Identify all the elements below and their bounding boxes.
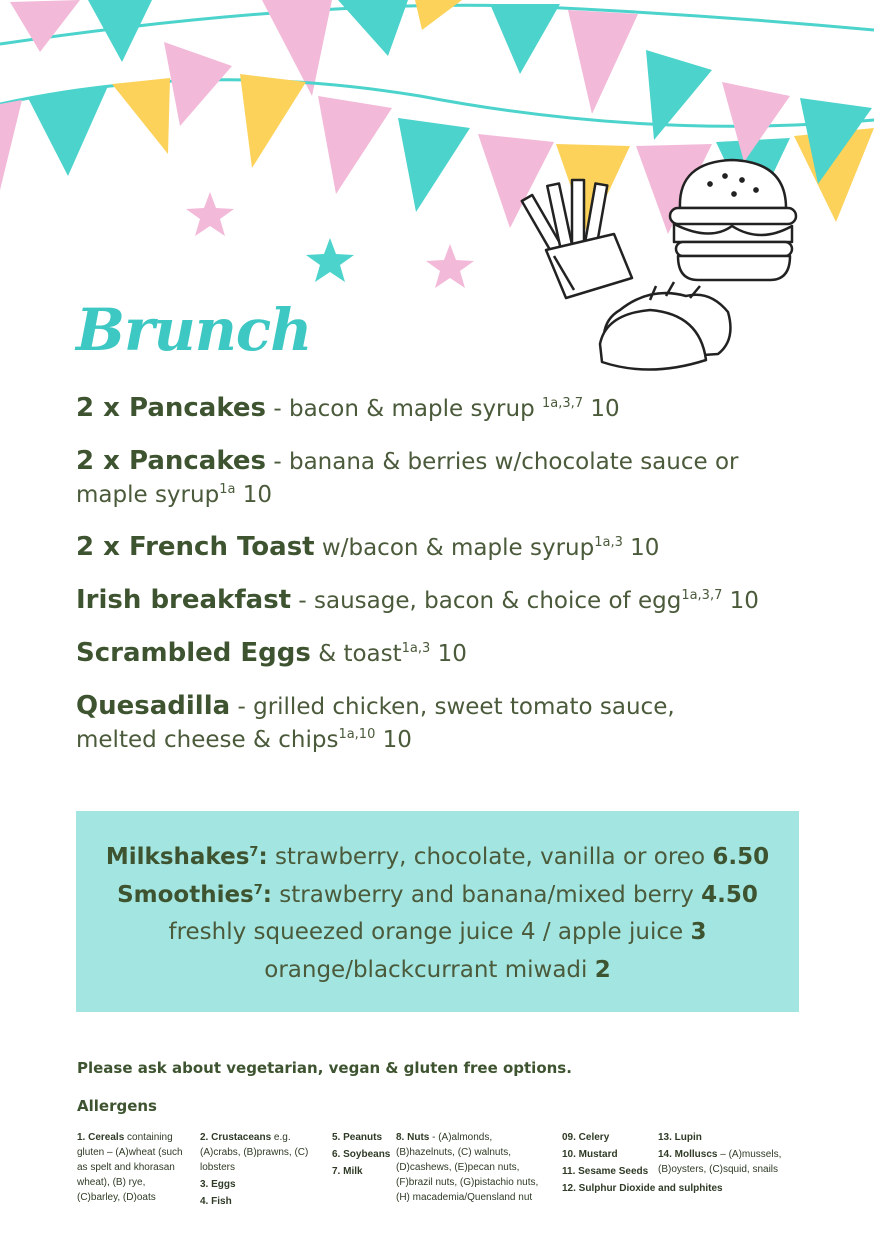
milkshakes-line	[76, 839, 799, 877]
allergen-entry	[562, 1164, 656, 1179]
juice-line	[76, 914, 799, 952]
allergen-entry	[396, 1130, 552, 1205]
smoothies-colon: :	[262, 881, 272, 908]
allergen-key: 1. Cereals	[77, 1132, 125, 1143]
allergen-column	[658, 1130, 784, 1179]
menu-item-name: 2 x Pancakes	[76, 393, 267, 423]
menu-item-name: 2 x Pancakes	[76, 446, 267, 476]
page-title: Brunch	[76, 296, 312, 364]
menu-item-desc: - grilled chicken, sweet tomato sauce, melted cheese & chips	[76, 694, 675, 753]
menu-item-price: 10	[430, 641, 467, 667]
allergen-column	[396, 1130, 552, 1207]
menu-item-desc: - sausage, bacon & choice of egg	[291, 588, 682, 614]
menu-item-desc: & toast	[310, 641, 402, 667]
food-doodles	[510, 150, 810, 390]
menu-item-allergens: 1a,3	[401, 641, 431, 656]
allergen-key: 5. Peanuts	[332, 1132, 383, 1143]
allergen-key: 2. Crustaceans	[200, 1132, 272, 1143]
menu-item-name: Irish breakfast	[76, 585, 292, 615]
menu-item	[76, 637, 796, 671]
allergen-text: e.g. (A)crabs, (B)prawns, (C) lobsters	[200, 1132, 309, 1173]
brunch-menu	[76, 392, 796, 776]
miwadi-text: orange/blackcurrant miwadi	[264, 956, 595, 983]
fries-icon	[522, 180, 632, 298]
menu-item-allergens: 1a,3	[594, 535, 623, 550]
allergen-key: 11. Sesame Seeds	[562, 1166, 649, 1177]
menu-item	[76, 690, 716, 757]
menu-item	[76, 445, 796, 512]
allergens-heading: Allergens	[77, 1097, 157, 1115]
smoothies-price: 4.50	[701, 881, 758, 908]
milkshakes-text: strawberry, chocolate, vanilla or oreo	[267, 844, 713, 870]
allergen-key: 12. Sulphur Dioxide and sulphites	[562, 1183, 723, 1194]
menu-item-price: 10	[622, 535, 660, 561]
allergen-text: containing gluten – (A)wheat (such as spelt and khorasan wheat), (B) rye, (C)barley, (D)oats	[77, 1132, 183, 1203]
allergen-entry	[332, 1130, 392, 1145]
menu-item-allergens: 1a,3,7	[542, 396, 584, 411]
dietary-note: Please ask about vegetarian, vegan & gluten free options.	[77, 1059, 572, 1077]
milkshakes-label: Milkshakes	[105, 844, 250, 870]
menu-item-name: 2 x French Toast	[76, 532, 315, 562]
star-icon	[426, 244, 474, 288]
allergen-entry	[658, 1130, 784, 1145]
allergen-key: 13. Lupin	[658, 1132, 702, 1143]
juice-price: 3	[690, 919, 707, 945]
allergen-key: 09. Celery	[562, 1132, 610, 1143]
menu-item-desc: - bacon & maple syrup	[266, 396, 543, 422]
allergen-text: – (A)mussels, (B)oysters, (C)squid, snails	[658, 1149, 782, 1175]
allergen-key: 3. Eggs	[200, 1179, 236, 1190]
allergen-key: 4. Fish	[200, 1196, 232, 1207]
smoothies-label: Smoothies	[117, 881, 254, 908]
allergen-key: 8. Nuts	[396, 1132, 430, 1143]
allergen-entry	[77, 1130, 191, 1205]
allergen-entry	[562, 1130, 656, 1145]
menu-item-price: 10	[583, 396, 620, 422]
allergen-column	[77, 1130, 191, 1207]
menu-item-allergens: 1a,10	[338, 727, 376, 742]
menu-item	[76, 531, 796, 565]
milkshakes-colon: :	[258, 844, 268, 870]
menu-item	[76, 392, 796, 426]
allergen-text: - (A)almonds, (B)hazelnuts, (C) walnuts, (D)cashews, (E)pecan nuts, (F)brazil nuts, (G)pistachio nuts, (H) macademia/Quensland nut	[396, 1132, 539, 1203]
allergen-column	[200, 1130, 322, 1211]
allergen-entry	[562, 1147, 656, 1162]
menu-item-allergens: 1a	[219, 482, 236, 497]
allergen-entry	[562, 1181, 762, 1196]
taco-icon	[600, 282, 730, 370]
menu-item-price: 10	[375, 727, 412, 753]
allergen-key: 7. Milk	[332, 1166, 363, 1177]
allergen-entry	[332, 1164, 392, 1179]
smoothies-line	[76, 877, 799, 915]
allergen-entry	[200, 1130, 322, 1175]
smoothies-allergen: 7	[253, 882, 263, 898]
menu-item-price: 10	[235, 482, 273, 508]
allergen-entry	[332, 1147, 392, 1162]
smoothies-text: strawberry and banana/mixed berry	[272, 881, 702, 908]
menu-item-allergens: 1a,3,7	[681, 588, 723, 603]
menu-item	[76, 584, 796, 618]
menu-item-price: 10	[722, 588, 759, 614]
allergen-column	[332, 1130, 392, 1181]
menu-item-desc: - banana & berries w/chocolate sauce or maple syrup	[76, 449, 739, 508]
star-icon	[186, 192, 234, 236]
allergen-entry	[200, 1194, 322, 1209]
star-icon	[306, 238, 354, 282]
miwadi-line	[76, 952, 799, 990]
allergen-entry	[658, 1147, 784, 1177]
miwadi-price: 2	[594, 956, 611, 983]
allergen-key: 6. Soybeans	[332, 1149, 391, 1160]
menu-item-desc: w/bacon & maple syrup	[314, 535, 595, 561]
milkshakes-allergen: 7	[249, 845, 259, 860]
juice-text: freshly squeezed orange juice 4 / apple juice	[168, 919, 691, 945]
allergen-key: 10. Mustard	[562, 1149, 618, 1160]
menu-item-name: Quesadilla	[76, 691, 231, 721]
drinks-panel	[76, 811, 799, 1012]
milkshakes-price: 6.50	[712, 844, 770, 870]
allergen-key: 14. Molluscs	[658, 1149, 718, 1160]
burger-icon	[670, 160, 796, 280]
menu-item-name: Scrambled Eggs	[76, 638, 311, 668]
allergen-entry	[200, 1177, 322, 1192]
